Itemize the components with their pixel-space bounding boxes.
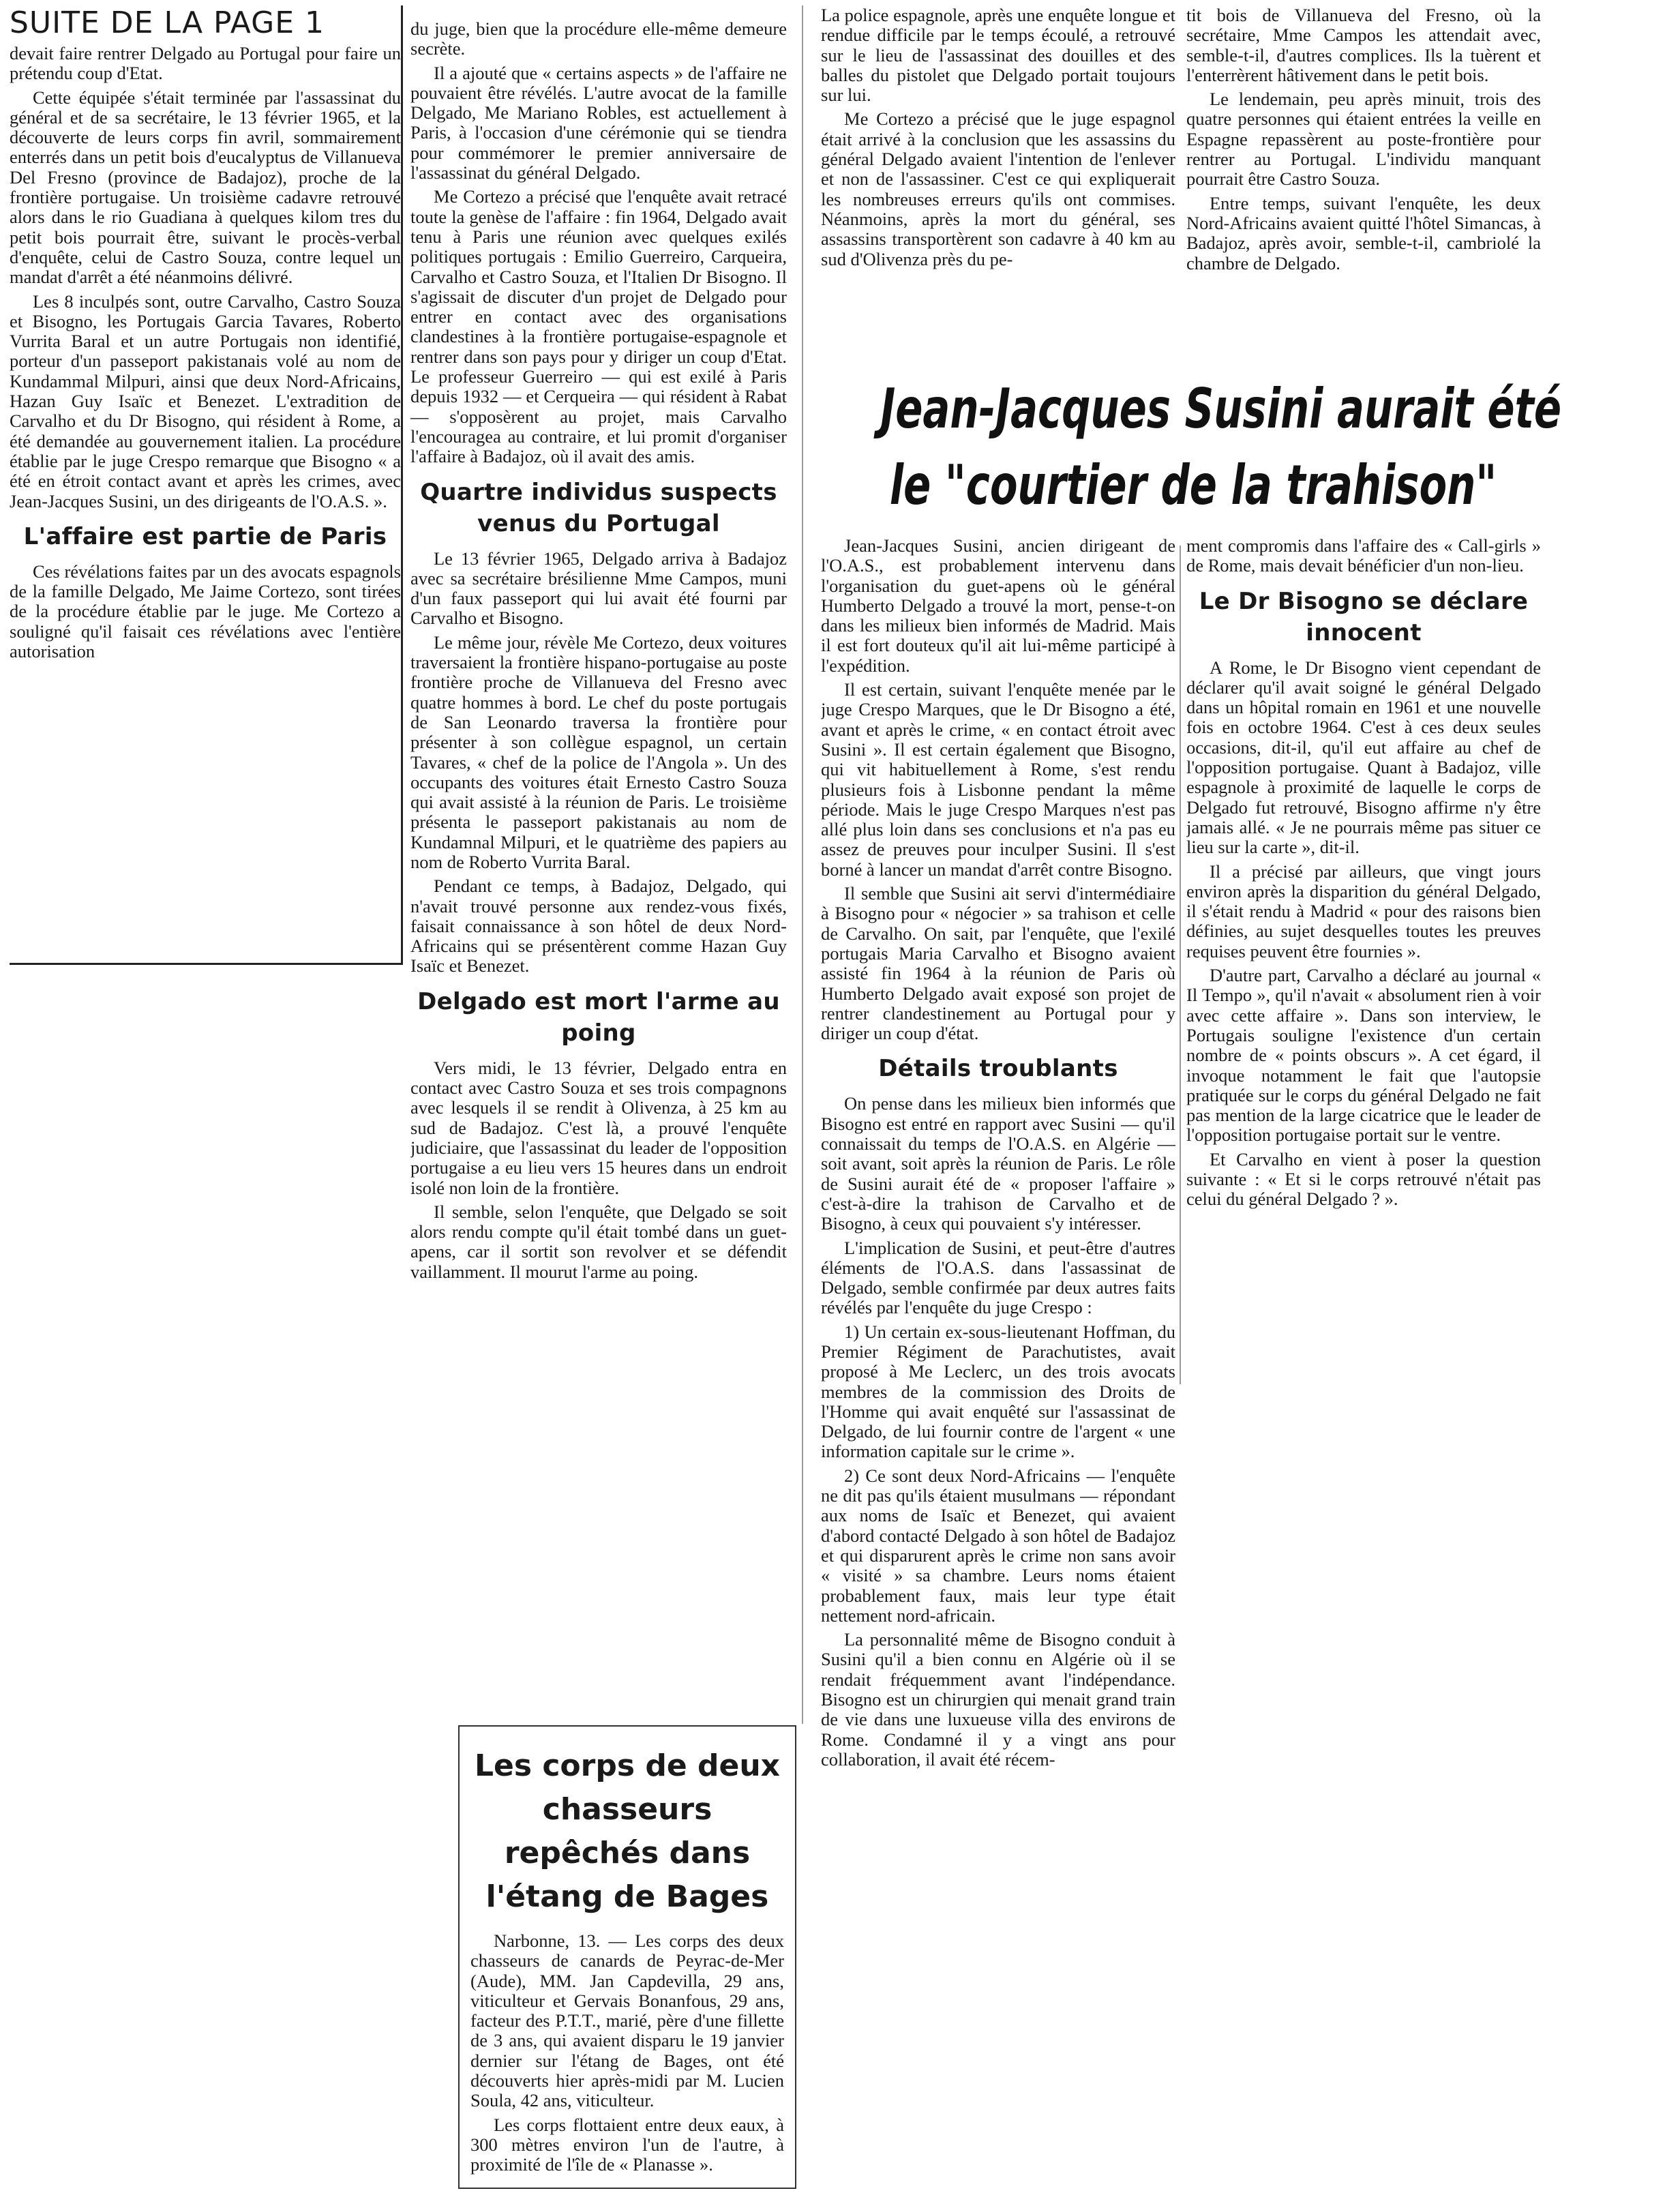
paragraph: Il semble que Susini ait servi d'intermédiaire à Bisogno pour « négocier » sa trahison et celle de Carvalho. On sait, par l'enquête, que l'exilé portugais Maria Carvalho et Bisogno avaient assisté fin 1964 à la réunion de Paris où Humberto Delgado avait exposé son projet de rentrer clandestinement au Portugal pour y diriger un coup d'état. [821, 883, 1175, 1044]
paragraph: Il est certain, suivant l'enquête menée par le juge Crespo Marques, que le Dr Bisogno a été, avant et après le crime, « en contact étroit avec Susini ». Il est certain également que Bisogno, qui vit habituellement à Rome, s'est rendu plusieurs fois à Lisbonne pendant la même période. Mais le juge Crespo Marques n'est pas allé plus loin dans ses conclusions et n'a pas eu assez de preuves pour inculper Susini. Il s'est borné à lancer un mandat d'arrêt contre Bisogno. [821, 679, 1175, 880]
paragraph: Le même jour, révèle Me Cortezo, deux voitures traversaient la frontière hispano-portugaise au poste frontière proche de Villanueva del Fresno avec quatre hommes à bord. Le chef du poste portugais de San Leonardo traversa la frontière pour présenter à son collègue espagnol, un certain Tavares, « chef de la police de l'Angola ». Un des occupants des voitures était Ernesto Castro Souza qui avait assisté à la réunion de Paris. Le troisième présenta le passeport pakistanais au nom de Kundamnal Milpuri, et le quatrième des papiers au nom de Roberto Vurrita Baral. [410, 631, 787, 872]
paragraph: L'implication de Susini, et peut-être d'autres éléments de l'O.A.S. dans l'assassinat de Delgado, semble confirmée par deux autres faits révélés par l'enquête du juge Crespo : [821, 1237, 1175, 1318]
column-1-bottom-border [10, 963, 401, 965]
column-divider [802, 5, 803, 1724]
paragraph: Pendant ce temps, à Badajoz, Delgado, qui n'avait trouvé personne aux rendez-vous fixés, faisait connaissance à son hôtel de deux Nord-Africains qui se présentèrent comme Hazan Guy Isaïc et Benezet. [410, 876, 787, 976]
paragraph: Il a précisé par ailleurs, que vingt jours environ après la disparition du général Delgado, il s'était rendu à Madrid « pour des raisons bien définies, au sujet desquelles toutes les preuves requises peuvent être fournies ». [1186, 861, 1541, 961]
paragraph: Il a ajouté que « certains aspects » de l'affaire ne pouvaient être révélés. L'autre avocat de la famille Delgado, Me Mariano Robles, est actuellement à Paris, à l'occasion d'une cérémonie qui se tiendra pour commémorer le premier anniversaire de l'assassinat du général Delgado. [410, 62, 787, 183]
paragraph: Le 13 février 1965, Delgado arriva à Badajoz avec sa secrétaire brésilienne Mme Campos, muni d'un faux passeport qui lui avait été fourni par Carvalho et Bisogno. [410, 548, 787, 629]
column-divider [1180, 546, 1181, 1384]
paragraph: On pense dans les milieux bien informés que Bisogno est entré en rapport avec Susini — qu'il connaissait du temps de l'O.A.S. en Algérie — soit avant, soit après la réunion de Paris. Le rôle de Susini aurait été de « proposer l'affaire » c'est-à-dire la trahison de Carvalho et de Bisogno, à ceux qui pouvaient s'y intéresser. [821, 1093, 1175, 1234]
subheading-bisogno-innocent: Le Dr Bisogno se déclare innocent [1199, 587, 1529, 646]
column-4-top [1186, 5, 1541, 387]
paragraph: Jean-Jacques Susini, ancien dirigeant de l'O.A.S., est probablement intervenu dans l'organisation du guet-apens où le général Humberto Delgado a trouvé la mort, pense-t-on dans les milieux bien informés de Madrid. Mais il est fort douteux qu'il ait lui-même participé à l'expédition. [821, 536, 1175, 676]
article-headline-line-2: le "courtier de la trahison" [889, 453, 1497, 517]
paragraph: A Rome, le Dr Bisogno vient cependant de déclarer qu'il avait soigné le général Delgado dans un hôpital romain en 1961 et une nouvelle fois en octobre 1964. C'est à ces deux seules occasions, dit-il, qu'il eut affaire au chef de l'opposition portugaise. Quant à Badajoz, ville espagnole à proximité de laquelle le corps de Delgado fut retrouvé, Bisogno affirme n'y être jamais allé. « Je ne pourrais même pas situer ce lieu sur la carte », dit-il. [1186, 657, 1541, 858]
paragraph: ment compromis dans l'affaire des « Call-girls » de Rome, mais devait bénéficier d'un non-lieu. [1186, 536, 1541, 576]
column-3-top [821, 5, 1175, 387]
paragraph: D'autre part, Carvalho a déclaré au journal « Il Tempo », qu'il n'avait « absolument rien à voir avec cette affaire ». Dans son interview, le Portugais souligne l'existence d'un certain nombre de « points obscurs ». A cet égard, il invoque notamment le fait que l'autopsie pratiquée sur le corps du général Delgado ne fait pas mention de la large cicatrice que le leader de l'opposition portugaise portait sur le ventre. [1186, 965, 1541, 1146]
paragraph: Il semble, selon l'enquête, que Delgado se soit alors rendu compte qu'il était tombé dans un guet-apens, car il sortit son revolver et se défendit vaillamment. Il mourut l'arme au poing. [410, 1201, 787, 1282]
paragraph: Cette équipée s'était terminée par l'assassinat du général et de sa secrétaire, le 13 février 1965, et la découverte de leurs corps fin avril, sommairement enterrés dans un petit bois d'eucalyptus de Villanueva Del Fresno (province de Badajoz), proche de la frontière portugaise. Un troisième cadavre retrouvé alors dans le rio Guadiana à quelques kilom tres du petit bois pourrait être, suivant le procès-verbal d'enquête, celui de Castro Souza, contre lequel un mandat d'arrêt a été néanmoins délivré. [10, 87, 401, 288]
paragraph: 1) Un certain ex-sous-lieutenant Hoffman, du Premier Régiment de Parachutistes, avait proposé à Me Leclerc, un des trois avocats membres de la commission des Droits de l'Homme qui avait enquêté sur l'assassinat de Delgado, de lui fournir contre de l'argent « une information capitale sur le crime ». [821, 1321, 1175, 1462]
column-4 [1186, 536, 1541, 1388]
paragraph: Et Carvalho en vient à poser la question suivante : « Et si le corps retrouvé n'était pas celui du général Delgado ? ». [1186, 1148, 1541, 1210]
continuation-kicker: SUITE DE LA PAGE 1 [10, 5, 325, 40]
paragraph: Vers midi, le 13 février, Delgado entra en contact avec Castro Souza et ses trois compagnons avec lesquels il se rendit à Olivenza, à 25 km au sud de Badajoz. C'est là, a prouvé l'enquête judiciaire, que l'assassinat du leader de l'opposition portugaise a eu lieu vers 15 heures dans un endroit isolé non loin de la frontière. [410, 1057, 787, 1198]
paragraph: Me Cortezo a précisé que le juge espagnol était arrivé à la conclusion que les assassins du général Delgado avaient l'intention de l'enlever et non de l'assassiner. C'est ce qui expliquerait les nombreuses erreurs qu'ils ont commises. Néanmoins, après la mort du général, ses assassins transportèrent son cadavre à 40 km au sud d'Olivenza près du pe- [821, 108, 1175, 269]
paragraph: Ces révélations faites par un des avocats espagnols de la famille Delgado, Me Jaime Cortezo, sont tirées de la procédure établie par le juge. Me Cortezo a souligné qu'il faisait ces révélations avec l'entière autorisation [10, 561, 401, 662]
paragraph: La personnalité même de Bisogno conduit à Susini qu'il a bien connu en Algérie où il se rendait fréquemment avant l'indépendance. Bisogno est un chirurgien qui menait grand train de vie dans une luxueuse villa des environs de Rome. Condamné il y a vingt ans pour collaboration, il avait été récem- [821, 1629, 1175, 1770]
paragraph: Entre temps, suivant l'enquête, les deux Nord-Africains avaient quitté l'hôtel Simancas, à Badajoz, après avoir, semble-t-il, cambriolé la chambre de Delgado. [1186, 192, 1541, 273]
paragraph: La police espagnole, après une enquête longue et rendue difficile par le temps écoulé, a retrouvé sur le lieu de l'assassinat des douilles et des balles du pistolet que Delgado portait toujours sur lui. [821, 5, 1175, 106]
subheading-details-troublants: Détails troublants [878, 1055, 1118, 1083]
paragraph: Narbonne, 13. — Les corps des deux chasseurs de canards de Peyrac-de-Mer (Aude), MM. Jan Capdevilla, 29 ans, viticulteur et Gervais Bonanfous, 29 ans, facteur des P.T.T., marié, père d'une fillette de 3 ans, qui avaient disparu le 19 janvier dernier sur l'étang de Bages, ont été découverts hier après-midi par M. Lucien Soula, 42 ans, viticulteur. [470, 1930, 784, 2111]
brief-box-content [470, 1740, 784, 2182]
subheading-affaire-paris: L'affaire est partie de Paris [23, 522, 387, 550]
brief-headline: Les corps de deux chasseurs repêchés dans l'étang de Bages [474, 1748, 781, 1914]
paragraph: Les 8 inculpés sont, outre Carvalho, Castro Souza et Bisogno, les Portugais Garcia Tavares, Roberto Vurrita Baral et un autre Portugais non identifié, porteur d'un passeport pakistanais volé au nom de Kundammal Milpuri, ainsi que deux Nord-Africains, Hazan Guy Isaïc et Benezet. L'extradition de Carvalho et du Dr Bisogno, qui résident à Rome, a été demandée au gouvernement italien. La procédure établie par le juge Crespo remarque que Bisogno « a été en étroit contact avant et après les crimes, avec Jean-Jacques Susini, un des dirigeants de l'O.A.S. ». [10, 290, 401, 511]
subheading-delgado-mort: Delgado est mort l'arme au poing [417, 987, 780, 1047]
paragraph: Le lendemain, peu après minuit, trois des quatre personnes qui étaient entrées la veille en Espagne repassèrent au poste-frontière pour rentrer au Portugal. L'individu manquant pourrait être Castro Souza. [1186, 89, 1541, 190]
column-2 [410, 19, 787, 1717]
paragraph: Les corps flottaient entre deux eaux, à 300 mètres environ l'un de l'autre, à proximité de l'île de « Planasse ». [470, 2114, 784, 2175]
article-headline-line-1: Jean-Jacques Susini aurait été [880, 377, 1562, 441]
paragraph: Me Cortezo a précisé que l'enquête avait retracé toute la genèse de l'affaire : fin 1964, Delgado avait tenu à Paris une réunion avec quelques exilés politiques portugais : Emilio Guerreiro, Carqueira, Carvalho et Castro Souza, et l'Italien Dr Bisogno. Il s'agissait de discuter d'un projet de Delgado pour entrer en contact avec des organisations clandestines à la frontière portugaise-espagnole et rentrer dans son pays pour y diriger un coup d'Etat. Le professeur Guerreiro — qui est exilé à Paris depuis 1932 — et Cerqueira — qui résident à Rabat — s'opposèrent au projet, mais Carvalho l'encouragea au contraire, et lui promit d'organiser l'affaire à Badajoz, où il avait des amis. [410, 186, 787, 467]
column-1-right-border [401, 5, 403, 965]
paragraph: du juge, bien que la procédure elle-même demeure secrète. [410, 19, 787, 59]
column-3 [821, 536, 1175, 2186]
paragraph: 2) Ce sont deux Nord-Africains — l'enquête ne dit pas qu'ils étaient musulmans — répondant aux noms de Isaïc et Benezet, qui avaient d'abord contacté Delgado à son hôtel de Badajoz et qui disparurent après le crime non sans avoir « visité » sa chambre. Leurs noms étaient probablement faux, mais leur type était nettement nord-africain. [821, 1465, 1175, 1626]
paragraph: tit bois de Villanueva del Fresno, où la secrétaire, Mme Campos les attendait avec, semble-t-il, d'autres complices. Ils la tuèrent et l'enterrèrent hâtivement dans le petit bois. [1186, 5, 1541, 85]
paragraph: devait faire rentrer Delgado au Portugal pour faire un prétendu coup d'Etat. [10, 43, 401, 84]
column-1 [10, 5, 401, 960]
subheading-quatre-individus: Quartre individus suspects venus du Portugal [420, 478, 777, 537]
